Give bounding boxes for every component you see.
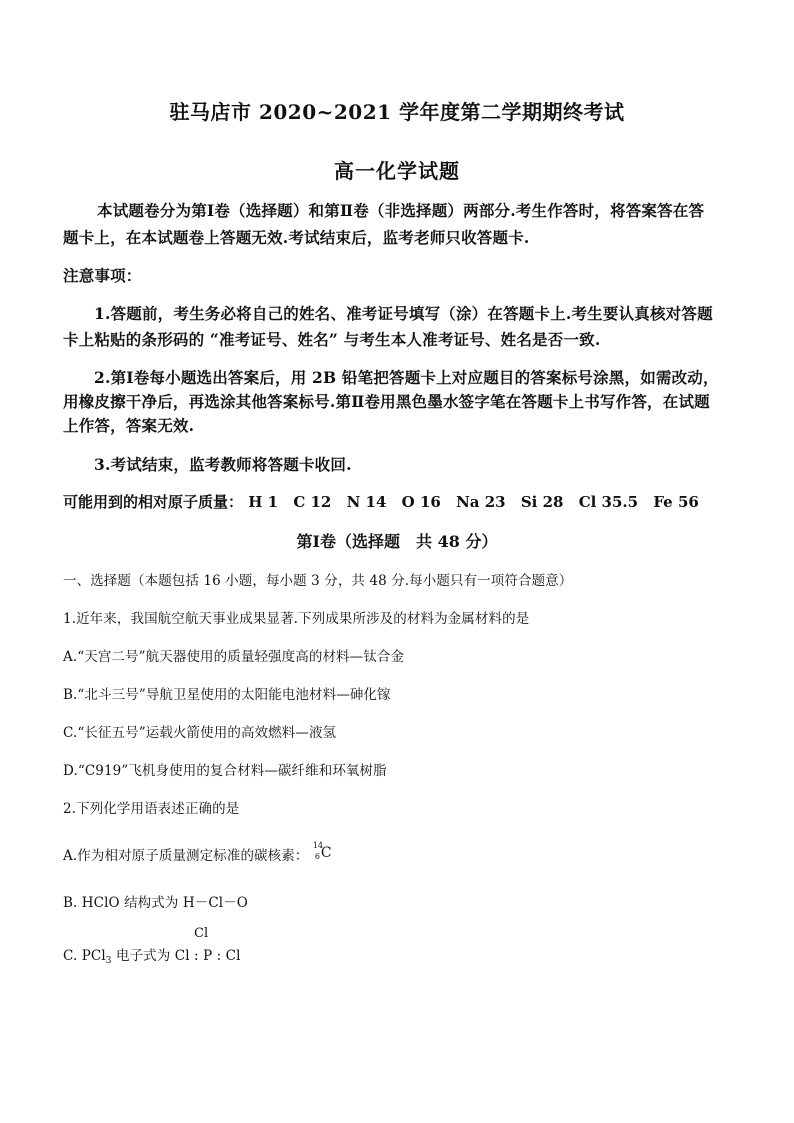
mass-item: Fe 56 <box>653 493 699 511</box>
note-3: 3.考试结束，监考教师将答题卡收回. <box>94 455 352 474</box>
nuclide-mass-number: 14 <box>312 841 324 850</box>
note-2-line-3: 上作答，答案无效. <box>63 416 195 435</box>
nuclide-atomic-number: 6 <box>314 852 321 861</box>
mass-item: Na 23 <box>456 493 506 511</box>
mass-item: N 14 <box>346 493 387 511</box>
question-1-option-d: D.“C919”飞机身使用的复合材料—碳纤维和环氧树脂 <box>63 763 387 779</box>
nuclide-symbol: C <box>320 845 332 861</box>
atomic-mass-line <box>63 491 709 512</box>
note-1-line-1: 1.答题前，考生务必将自己的姓名、准考证号填写（涂）在答题卡上.考生要认真核对答题 <box>94 304 713 323</box>
notes-heading: 注意事项： <box>63 266 142 285</box>
carbon-nuclide <box>312 841 335 863</box>
note-2-line-2: 用橡皮擦干净后，再选涂其他答案标号.第Ⅱ卷用黑色墨水签字笔在答题卡上书写作答，在试题 <box>63 392 710 411</box>
mass-item: Cl 35.5 <box>578 493 639 511</box>
mass-item: H 1 <box>248 493 279 511</box>
mass-item: O 16 <box>401 493 441 511</box>
note-2-line-1: 2.第Ⅰ卷每小题选出答案后，用 2B 铅笔把答题卡上对应题目的答案标号涂黑，如需改动， <box>94 368 719 387</box>
intro-line-2: 题卡上，在本试题卷上答题无效.考试结束后，监考老师只收答题卡. <box>63 228 530 247</box>
question-2-option-c <box>63 944 241 966</box>
question-1-option-a: A.“天宫二号”航天器使用的质量轻强度高的材料—钛合金 <box>63 649 405 665</box>
option-c-tail: : Cl <box>212 948 241 964</box>
section-1-instruction: 一、选择题（本题包括 16 小题，每小题 3 分，共 48 分.每小题只有一项符合题意） <box>63 573 573 589</box>
intro-line-1: 本试题卷分为第Ⅰ卷（选择题）和第Ⅱ卷（非选择题）两部分.考生作答时，将答案答在答 <box>97 201 705 220</box>
mass-item: C 12 <box>293 493 332 511</box>
phosphorus-symbol: P <box>203 948 213 964</box>
electron-formula-top-cl: Cl <box>194 926 209 941</box>
atomic-mass-label: 可能用到的相对原子质量： <box>63 493 244 511</box>
question-2-stem: 2.下列化学用语表述正确的是 <box>63 801 240 817</box>
option-a-text: A.作为相对原子质量测定标准的碳核素： <box>63 848 309 864</box>
subscript-3: 3 <box>105 956 112 966</box>
question-2-option-a <box>63 841 335 864</box>
question-1-option-b: B.“北斗三号”导航卫星使用的太阳能电池材料—砷化镓 <box>63 687 391 703</box>
question-2-option-b: B. HClO 结构式为 H－Cl－O <box>63 895 248 911</box>
exam-subtitle: 高一化学试题 <box>334 159 460 183</box>
section-1-heading: 第Ⅰ卷（选择题 共 48 分） <box>296 532 498 551</box>
exam-title: 驻马店市 2020~2021 学年度第二学期期终考试 <box>169 100 625 124</box>
option-c-text-2: 电子式为 Cl : <box>111 948 204 964</box>
mass-item: Si 28 <box>520 493 564 511</box>
option-c-text: C. PCl <box>63 948 106 964</box>
note-1-line-2: 卡上粘贴的条形码的 “准考证号、姓名” 与考生本人准考证号、姓名是否一致. <box>63 330 601 349</box>
question-1-stem: 1.近年来，我国航空航天事业成果显著.下列成果所涉及的材料为金属材料的是 <box>63 611 530 627</box>
question-1-option-c: C.“长征五号”运载火箭使用的高效燃料—液氢 <box>63 725 337 741</box>
